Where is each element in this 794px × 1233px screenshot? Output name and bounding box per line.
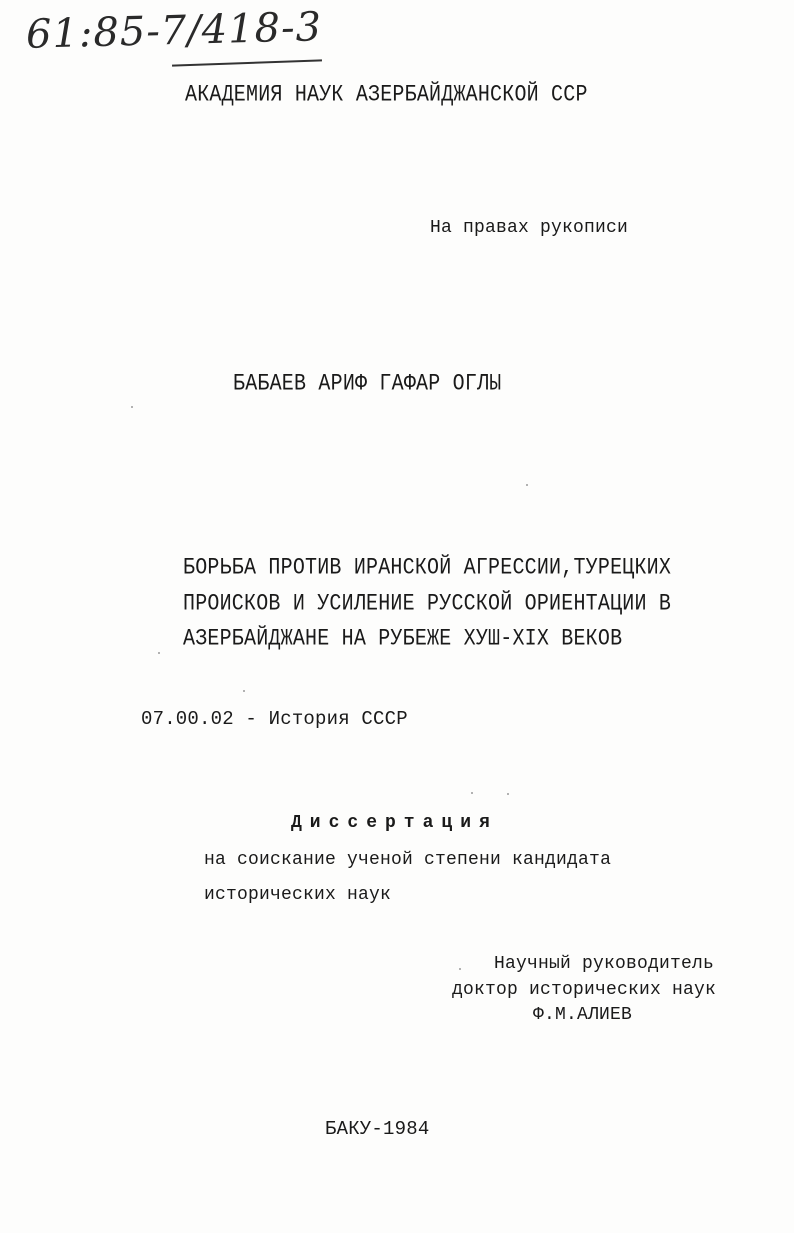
- scan-speck: [131, 406, 133, 408]
- degree-line-2: исторических наук: [204, 885, 392, 905]
- scan-speck: [243, 690, 245, 692]
- title-line-1: БОРЬБА ПРОТИВ ИРАНСКОЙ АГРЕССИИ,ТУРЕЦКИХ: [183, 555, 672, 582]
- supervisor-name: Ф.М.АЛИЕВ: [533, 1005, 633, 1025]
- degree-line-1: на соискание ученой степени кандидата: [204, 850, 612, 870]
- organization-header: АКАДЕМИЯ НАУК АЗЕРБАЙДЖАНСКОЙ ССР: [185, 82, 588, 109]
- archive-mark: 61:85-7/418-3: [25, 4, 323, 58]
- work-type: Диссертация: [291, 813, 498, 833]
- place-year: БАКУ-1984: [325, 1118, 430, 1140]
- rights-note: На правах рукописи: [430, 218, 629, 238]
- author-name: БАБАЕВ АРИФ ГАФАР ОГЛЫ: [233, 371, 502, 398]
- scan-speck: [471, 792, 473, 794]
- supervisor-label: Научный руководитель: [494, 954, 715, 974]
- supervisor-degree: доктор исторических наук: [452, 980, 717, 1000]
- title-line-3: АЗЕРБАЙДЖАНЕ НА РУБЕЖЕ ХУШ-XIX ВЕКОВ: [183, 626, 623, 653]
- scan-speck: [526, 484, 528, 486]
- scan-speck: [507, 793, 509, 795]
- scan-speck: [459, 968, 461, 970]
- scan-speck: [158, 652, 160, 654]
- specialty-code: 07.00.02 - История СССР: [141, 708, 408, 730]
- title-line-2: ПРОИСКОВ И УСИЛЕНИЕ РУССКОЙ ОРИЕНТАЦИИ В: [183, 591, 672, 618]
- archive-mark-underline: [172, 59, 322, 66]
